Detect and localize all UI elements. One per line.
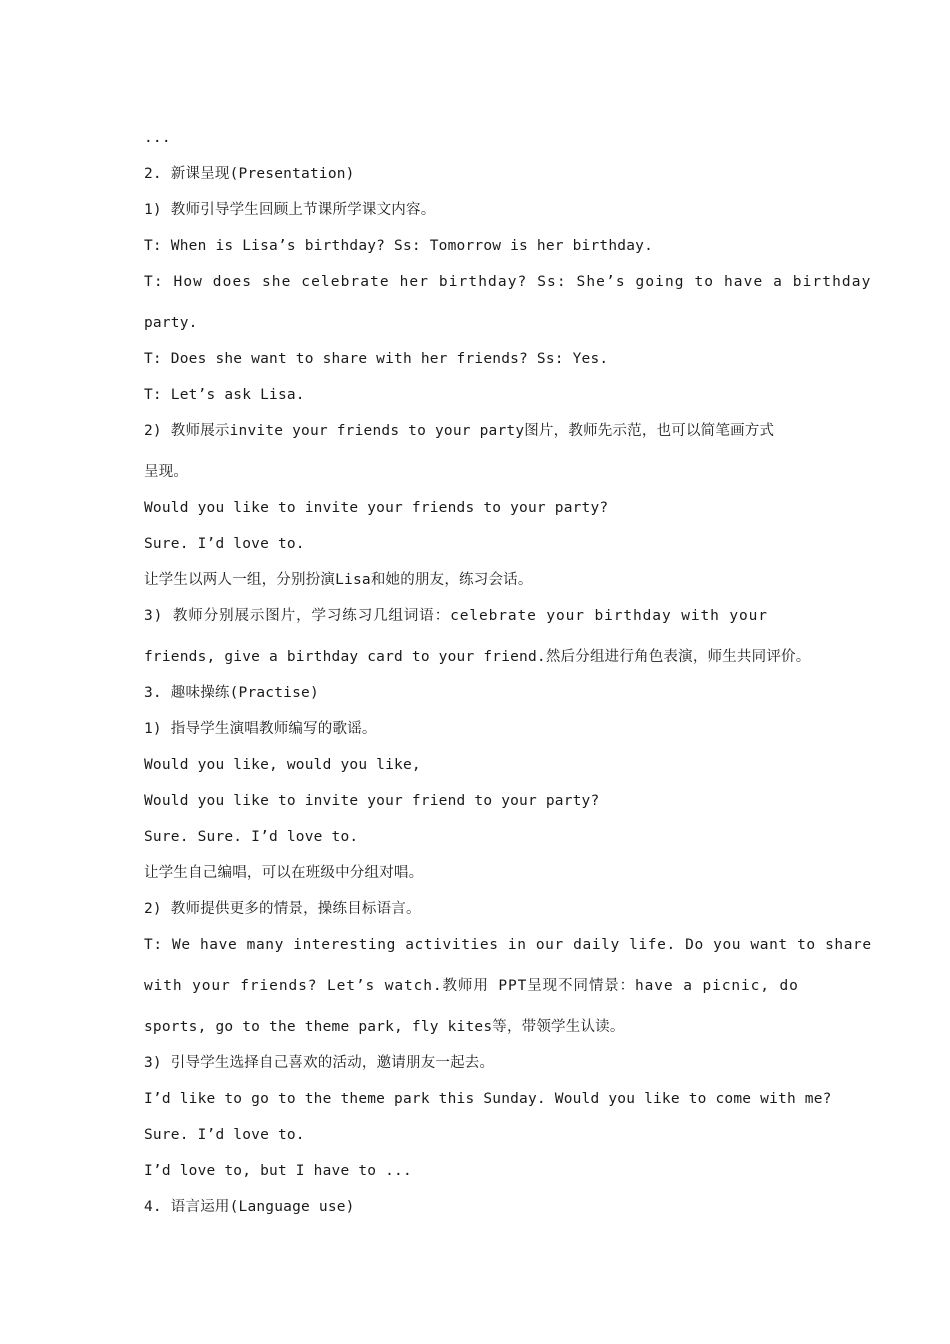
dialogue-line: T: Let’s ask Lisa. xyxy=(144,387,305,403)
section-heading-presentation: 2. 新课呈现(Presentation) xyxy=(144,166,355,182)
dialogue-line: T: How does she celebrate her birthday? Ss: She’s going to have a birthday xyxy=(144,274,872,290)
dialogue-line: T: Does she want to share with her friends? Ss: Yes. xyxy=(144,351,609,367)
instruction-text: 让学生自己编唱，可以在班级中分组对唱。 xyxy=(144,865,424,881)
example-sentence: I’d love to, but I have to ... xyxy=(144,1163,412,1179)
chant-line: Sure. Sure. I’d love to. xyxy=(144,829,359,845)
example-sentence: I’d like to go to the theme park this Sunday. Would you like to come with me? xyxy=(144,1091,832,1107)
dialogue-line-continued: with your friends? Let’s watch.教师用 PPT呈现不同情景：have a picnic, do xyxy=(144,978,799,994)
step-show-picture-continued: 呈现。 xyxy=(144,464,189,480)
step-show-picture: 2) 教师展示invite your friends to your party图片，教师先示范，也可以简笔画方式 xyxy=(144,423,775,439)
ellipsis-line: ... xyxy=(144,130,171,146)
step-phrases: 3) 教师分别展示图片，学习练习几组词语：celebrate your birthday with your xyxy=(144,608,768,624)
step-choose-activity: 3) 引导学生选择自己喜欢的活动，邀请朋友一起去。 xyxy=(144,1055,495,1071)
section-heading-language-use: 4. 语言运用(Language use) xyxy=(144,1199,355,1215)
dialogue-line-continued: party. xyxy=(144,315,198,331)
step-chant: 1) 指导学生演唱教师编写的歌谣。 xyxy=(144,721,377,737)
example-sentence: Sure. I’d love to. xyxy=(144,536,305,552)
instruction-text: 让学生以两人一组，分别扮演Lisa和她的朋友，练习会话。 xyxy=(144,572,533,588)
step-phrases-continued: friends, give a birthday card to your friend.然后分组进行角色表演，师生共同评价。 xyxy=(144,649,811,665)
dialogue-line: T: When is Lisa’s birthday? Ss: Tomorrow is her birthday. xyxy=(144,238,653,254)
example-sentence: Would you like to invite your friends to your party? xyxy=(144,500,609,516)
step-situations: 2) 教师提供更多的情景，操练目标语言。 xyxy=(144,901,421,917)
dialogue-line-continued: sports, go to the theme park, fly kites等，带领学生认读。 xyxy=(144,1019,625,1035)
chant-line: Would you like, would you like, xyxy=(144,757,421,773)
example-sentence: Sure. I’d love to. xyxy=(144,1127,305,1143)
step-review: 1) 教师引导学生回顾上节课所学课文内容。 xyxy=(144,202,436,218)
section-heading-practise: 3. 趣味操练(Practise) xyxy=(144,685,319,701)
dialogue-line: T: We have many interesting activities in our daily life. Do you want to share xyxy=(144,937,872,953)
chant-line: Would you like to invite your friend to your party? xyxy=(144,793,600,809)
